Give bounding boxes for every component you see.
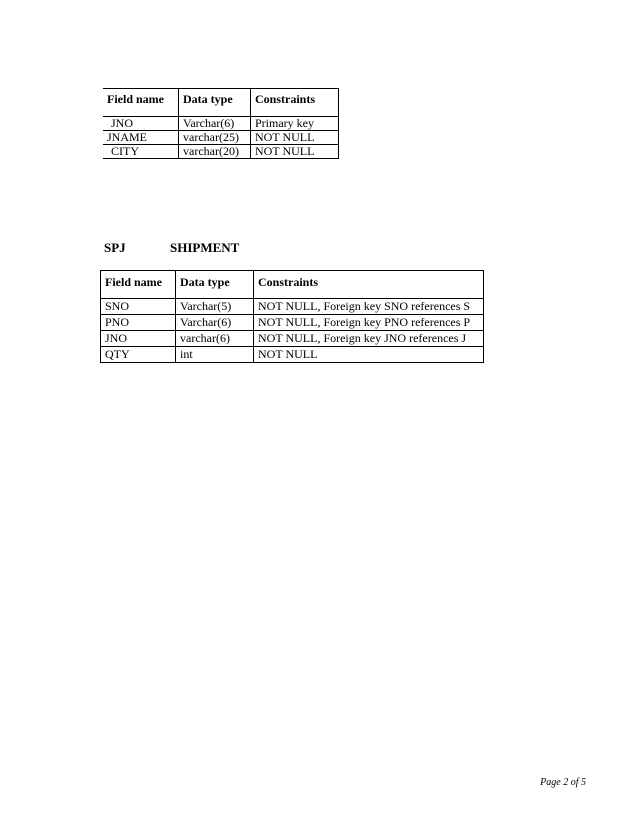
table-shipment [100,270,484,363]
table-cell: Varchar(5) [176,299,254,315]
table-cell: PNO [101,315,176,331]
table-row [101,347,484,363]
table-jno [103,88,339,159]
table-cell: NOT NULL [254,347,484,363]
section-label: SPJ [104,240,126,255]
table-cell: Primary key [251,117,339,131]
table-cell: NOT NULL [251,131,339,145]
table-header-row [103,89,339,110]
table-row [101,315,484,331]
table-cell: varchar(25) [179,131,251,145]
table-cell: Varchar(6) [176,315,254,331]
column-header: Data type [179,89,251,110]
table-cell: NOT NULL, Foreign key SNO references S [254,299,484,315]
table-cell: CITY [103,145,179,159]
table-cell: int [176,347,254,363]
table-header-row [101,271,484,294]
column-header: Constraints [251,89,339,110]
table-cell: NOT NULL [251,145,339,159]
page-number: Page 2 of 5 [540,777,586,788]
table-row [103,131,339,145]
table-row [101,299,484,315]
table-cell: Varchar(6) [179,117,251,131]
table-cell: QTY [101,347,176,363]
table-row [101,331,484,347]
table-cell: NOT NULL, Foreign key JNO references J [254,331,484,347]
column-header: Field name [107,91,164,106]
table-cell: JNAME [103,131,179,145]
table-cell: JNO [103,117,179,131]
table-cell: varchar(20) [179,145,251,159]
table-cell: varchar(6) [176,331,254,347]
column-header: Field name [105,274,162,289]
table-cell: SNO [101,299,176,315]
table-row [103,145,339,159]
section-title: SHIPMENT [170,240,240,255]
table-cell: NOT NULL, Foreign key PNO references P [254,315,484,331]
column-header: Constraints [254,271,484,294]
table-row [103,117,339,131]
table-cell: JNO [101,331,176,347]
column-header: Data type [176,271,254,294]
